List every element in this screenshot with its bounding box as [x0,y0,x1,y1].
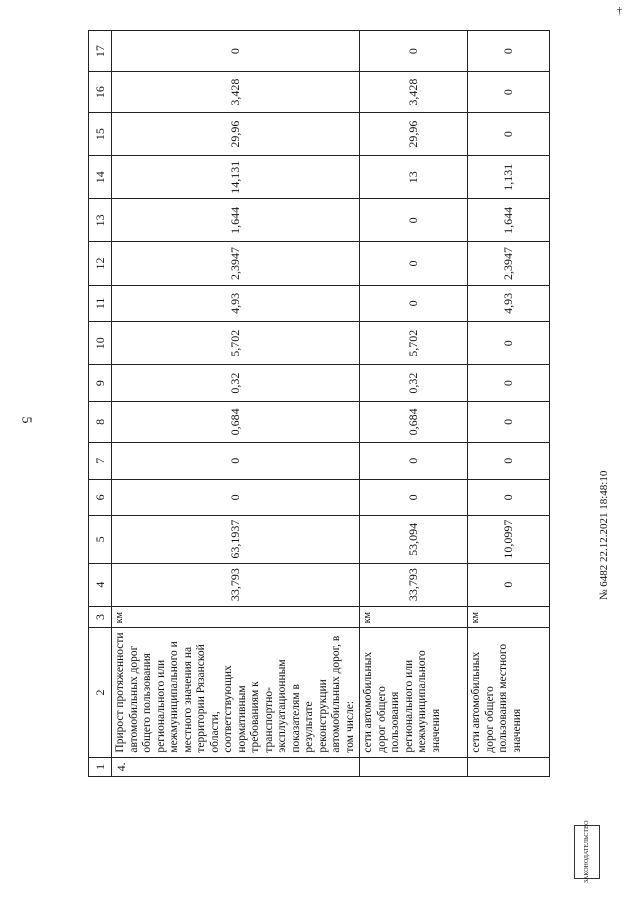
column-header-17: 17 [89,31,112,72]
column-header-6: 6 [89,479,112,516]
corner-mark: † [617,6,622,17]
row-unit: км [112,606,360,628]
value-cell: 0 [468,31,550,72]
value-cell: 0 [360,31,468,72]
row-number [468,757,550,776]
column-header-8: 8 [89,401,112,442]
value-cell: 0 [112,31,360,72]
value-cell: 63,1937 [112,516,360,563]
value-cell: 1,644 [112,199,360,242]
column-header-12: 12 [89,242,112,285]
row-description: Прирост протяженности автомобильных дорог общего пользования регионального или межмуниципального и местного значения на территории Рязанской области, соответствующих нормативным требованиям к транспортно-эксплуатационным показателям в результате реконструкции автомобильных дорог, в том числе: [112,628,360,757]
value-cell: 1,131 [468,156,550,199]
value-cell: 0 [360,479,468,516]
table-body [112,31,550,777]
value-cell: 5,702 [112,322,360,365]
value-cell: 0 [360,242,468,285]
value-cell: 0 [468,113,550,156]
column-header-9: 9 [89,365,112,402]
page-number: 5 [18,416,34,424]
column-header-15: 15 [89,113,112,156]
value-cell: 0 [360,199,468,242]
value-cell: 0 [468,442,550,479]
row-number: 4. [112,757,360,776]
value-cell: 0,32 [112,365,360,402]
value-cell: 3,428 [360,72,468,113]
value-cell: 0 [112,479,360,516]
table-row [360,31,468,777]
value-cell: 29,96 [360,113,468,156]
column-header-14: 14 [89,156,112,199]
value-cell: 0,684 [112,401,360,442]
value-cell: 13 [360,156,468,199]
value-cell: 2,3947 [468,242,550,285]
column-header-1: 1 [89,757,112,776]
value-cell: 0 [112,442,360,479]
value-cell: 0 [468,322,550,365]
value-cell: 0 [468,401,550,442]
value-cell: 0 [468,72,550,113]
data-table [88,30,550,777]
value-cell: 0 [468,365,550,402]
value-cell: 0 [360,285,468,322]
row-description: сети автомобильных дорог общего пользования местного значения [468,628,550,757]
stamp-logo: ЗАКОНОДАТЕЛЬСТВО [574,825,600,879]
column-header-11: 11 [89,285,112,322]
data-table-rotated [88,30,523,777]
value-cell: 0,32 [360,365,468,402]
row-unit: км [468,606,550,628]
column-header-3: 3 [89,606,112,628]
value-cell: 0 [360,442,468,479]
value-cell: 14,131 [112,156,360,199]
value-cell: 4,93 [468,285,550,322]
row-description: сети автомобильных дорог общего пользования регионального или межмуниципального значения [360,628,468,757]
column-header-10: 10 [89,322,112,365]
registration-stamp: № 6482 22.12.2021 18:48:10 [598,470,610,600]
column-header-4: 4 [89,563,112,606]
row-unit: км [360,606,468,628]
value-cell: 0 [468,563,550,606]
value-cell: 4,93 [112,285,360,322]
value-cell: 53,094 [360,516,468,563]
value-cell: 2,3947 [112,242,360,285]
header-row [89,31,112,777]
value-cell: 10,0997 [468,516,550,563]
column-header-13: 13 [89,199,112,242]
value-cell: 33,793 [360,563,468,606]
value-cell: 33,793 [112,563,360,606]
column-header-16: 16 [89,72,112,113]
row-number [360,757,468,776]
value-cell: 5,702 [360,322,468,365]
value-cell: 0,684 [360,401,468,442]
table-row [112,31,360,777]
value-cell: 0 [468,479,550,516]
value-cell: 1,644 [468,199,550,242]
value-cell: 29,96 [112,113,360,156]
column-header-2: 2 [89,628,112,757]
value-cell: 3,428 [112,72,360,113]
column-header-7: 7 [89,442,112,479]
table-row [468,31,550,777]
column-header-5: 5 [89,516,112,563]
